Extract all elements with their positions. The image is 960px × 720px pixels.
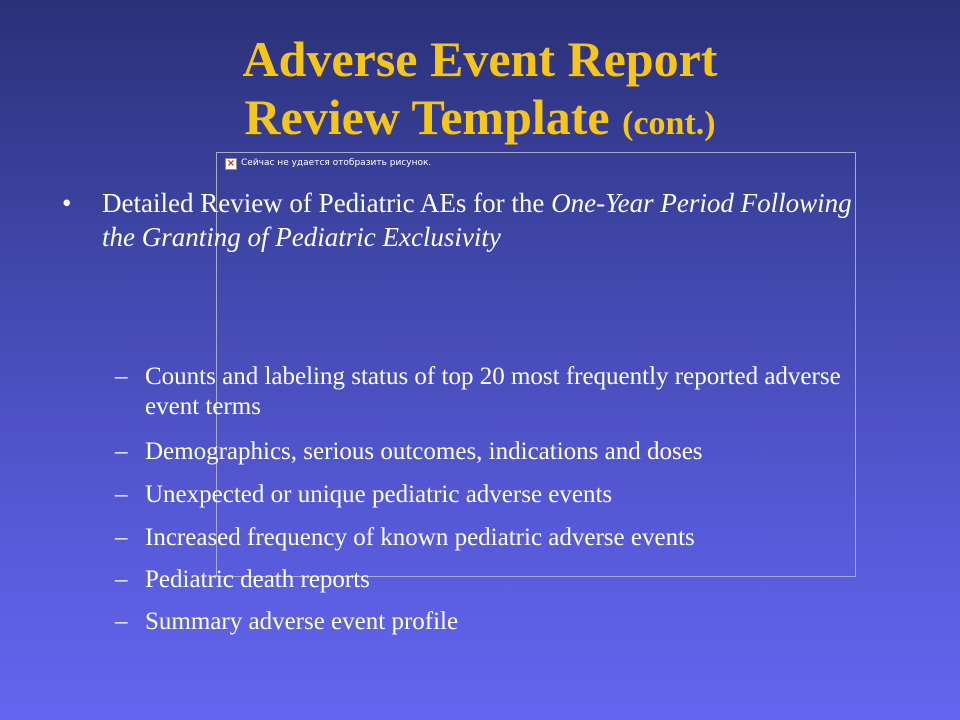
title-suffix: (cont.): [622, 105, 716, 142]
sub-item-text: Counts and labeling status of top 20 most frequently reported adverse event terms: [145, 363, 841, 420]
sub-item-text: Pediatric death reports: [145, 566, 370, 593]
sub-item-marker: –: [115, 566, 128, 593]
bullet-text-italic: One-Year Period Following the Granting of Pediatric Exclusivity: [102, 188, 852, 252]
sub-item-marker: –: [115, 608, 128, 635]
bullet-marker: •: [62, 188, 72, 218]
sub-item-text: Increased frequency of known pediatric adverse events: [145, 524, 695, 551]
broken-image-icon: ×: [226, 158, 236, 169]
sub-item-marker: –: [115, 481, 128, 508]
sub-item-text: Demographics, serious outcomes, indications and doses: [145, 438, 703, 465]
bullet-text-normal: Detailed Review of Pediatric AEs for the: [102, 188, 552, 218]
sub-item-text: Unexpected or unique pediatric adverse events: [145, 481, 613, 508]
bullet-text: [102, 186, 882, 254]
sub-item-marker: –: [115, 363, 128, 390]
sub-item-marker: –: [115, 438, 128, 465]
slide-title: [0, 30, 960, 153]
sub-item-marker: –: [115, 524, 128, 551]
title-line-2: [0, 88, 960, 153]
sub-item-text: Summary adverse event profile: [145, 608, 459, 635]
title-line-1: Adverse Event Report: [242, 31, 718, 87]
title-line-2-main: Review Template: [244, 89, 610, 145]
broken-image-message: Сейчас не удается отобразить рисунок.: [241, 158, 432, 168]
